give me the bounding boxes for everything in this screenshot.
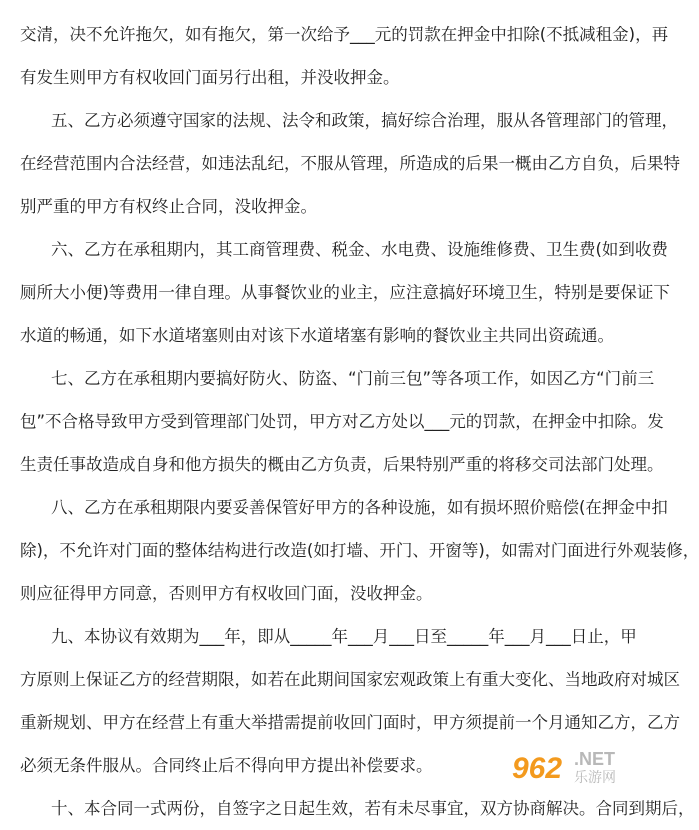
text-line: 六、乙方在承租期内，其工商管理费、税金、水电费、设施维修费、卫生费(如到收费 xyxy=(51,240,668,259)
text-line: 七、乙方在承租期内要搞好防火、防盗、“门前三包”等各项工作，如因乙方“门前三 xyxy=(51,369,655,388)
text-line: 除)，不允许对门面的整体结构进行改造(如打墙、开门、开窗等)，如需对门面进行外观装修， xyxy=(20,541,699,560)
text-line: 包”不合格导致甲方受到管理部门处罚，甲方对乙方处以___元的罚款，在押金中扣除。发 xyxy=(20,412,664,431)
watermark-suffix: .NET xyxy=(574,749,616,769)
text-line: 水道的畅通，如下水道堵塞则由对该下水道堵塞有影响的餐饮业主共同出资疏通。 xyxy=(20,326,614,345)
text-line: 别严重的甲方有权终止合同，没收押金。 xyxy=(20,197,317,216)
watermark-name: 乐游网 xyxy=(574,770,616,786)
watermark-logo xyxy=(512,747,634,789)
text-line: 八、乙方在承租期限内要妥善保管好甲方的各种设施，如有损坏照价赔偿(在押金中扣 xyxy=(51,498,668,517)
text-line: 厕所大小便)等费用一律自理。从事餐饮业的业主，应注意搞好环境卫生，特别是要保证下 xyxy=(20,283,670,302)
watermark-number: 962 xyxy=(512,752,563,785)
text-line: 生责任事故造成自身和他方损失的概由乙方负责，后果特别严重的将移交司法部门处理。 xyxy=(20,455,664,474)
text-line: 必须无条件服从。合同终止后不得向甲方提出补偿要求。 xyxy=(20,756,433,775)
text-line: 九、本协议有效期为___年，即从_____年___月___日至_____年___月___日止，甲 xyxy=(51,627,637,646)
text-line: 在经营范围内合法经营，如违法乱纪，不服从管理，所造成的后果一概由乙方自负，后果特 xyxy=(20,154,680,173)
text-line: 十、本合同一式两份，自签字之日起生效，若有未尽事宜，双方协商解决。合同到期后， xyxy=(51,799,695,818)
text-line: 有发生则甲方有权收回门面另行出租，并没收押金。 xyxy=(20,68,400,87)
text-line: 则应征得甲方同意，否则甲方有权收回门面，没收押金。 xyxy=(20,584,433,603)
text-line: 方原则上保证乙方的经营期限，如若在此期间国家宏观政策上有重大变化、当地政府对城区 xyxy=(20,670,680,689)
text-line: 交清，决不允许拖欠，如有拖欠，第一次给予___元的罚款在押金中扣除(不抵减租金)，再 xyxy=(20,25,669,44)
text-line: 五、乙方必须遵守国家的法规、法令和政策，搞好综合治理，服从各管理部门的管理， xyxy=(51,111,678,130)
text-line: 重新规划、甲方在经营上有重大举措需提前收回门面时，甲方须提前一个月通知乙方，乙方 xyxy=(20,713,680,732)
document-body xyxy=(20,13,699,830)
